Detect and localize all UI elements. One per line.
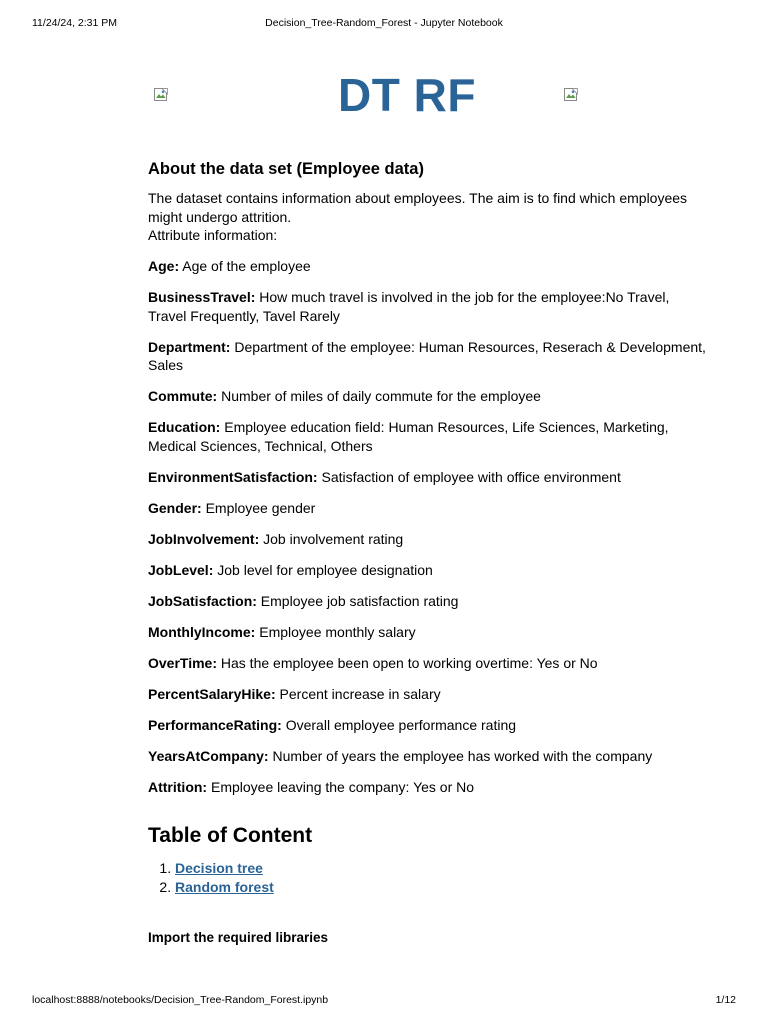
attribute-item (148, 716, 708, 735)
attribute-description: Percent increase in salary (279, 685, 441, 702)
attribute-item (148, 418, 708, 455)
attribute-name: OverTime: (148, 654, 217, 671)
attribute-list (148, 257, 708, 796)
toc-link-random-forest[interactable]: Random forest (175, 878, 274, 895)
toc-link-decision-tree[interactable]: Decision tree (175, 860, 263, 876)
dataset-intro-text: The dataset contains information about employees. The aim is to find which employees might undergo attrition. (148, 190, 688, 225)
attribute-description: Number of years the employee has worked with the company (272, 747, 653, 764)
attribute-name: YearsAtCompany: (148, 747, 269, 764)
attribute-name: Gender: (148, 499, 202, 516)
attribute-description: Department of the employee: Human Resources, Reserach & Development, Sales (148, 338, 706, 373)
banner (148, 70, 708, 130)
attribute-name: JobInvolvement: (148, 530, 260, 547)
attribute-name: MonthlyIncome: (148, 623, 256, 640)
attribute-item (148, 387, 708, 406)
attribute-item (148, 561, 708, 580)
attribute-name: PercentSalaryHike: (148, 685, 276, 702)
page-number: 1/12 (715, 994, 736, 1006)
print-header (32, 17, 736, 31)
attribute-name: BusinessTravel: (148, 289, 256, 305)
print-datetime: 11/24/24, 2:31 PM (32, 17, 118, 29)
attribute-item (148, 288, 708, 325)
attribute-item (148, 338, 708, 375)
attribute-name: Department: (148, 338, 231, 355)
attribute-item (148, 592, 708, 611)
attribute-item (148, 499, 708, 518)
attribute-item (148, 654, 708, 673)
attribute-description: Has the employee been open to working overtime: Yes or No (220, 654, 598, 671)
import-libraries-heading: Import the required libraries (148, 930, 329, 945)
attribute-item (148, 778, 708, 797)
broken-image-icon (154, 88, 168, 102)
attribute-info-label: Attribute information: (148, 227, 278, 243)
attribute-description: Job level for employee designation (217, 561, 433, 578)
attribute-description: Job involvement rating (263, 530, 404, 547)
attribute-description: Employee education field: Human Resources, Life Sciences, Marketing, Medical Sciences, Technical, Others (148, 419, 669, 454)
print-document-title: Decision_Tree-Random_Forest - Jupyter Notebook (265, 17, 503, 29)
table-of-content-heading: Table of Content (148, 824, 313, 847)
toc-item-random-forest (175, 878, 708, 897)
attribute-name: PerformanceRating: (148, 716, 282, 733)
attribute-name: JobLevel: (148, 561, 214, 578)
print-footer (32, 994, 736, 1008)
attribute-description: Overall employee performance rating (285, 716, 517, 733)
attribute-description: Number of miles of daily commute for the employee (221, 388, 541, 404)
toc-item-decision-tree (175, 859, 708, 878)
table-of-content-list (148, 859, 708, 896)
attribute-name: EnvironmentSatisfaction: (148, 468, 318, 485)
attribute-item (148, 685, 708, 704)
attribute-name: Age: (148, 258, 180, 274)
attribute-name: Education: (148, 419, 221, 435)
attribute-name: JobSatisfaction: (148, 592, 257, 609)
attribute-name: Commute: (148, 388, 218, 404)
attribute-description: How much travel is involved in the job for the employee:No Travel, Travel Frequently, Tavel Rarely (148, 289, 670, 324)
dataset-intro (148, 189, 708, 245)
attribute-item (148, 623, 708, 642)
broken-image-icon (564, 88, 578, 102)
attribute-description: Satisfaction of employee with office environment (321, 468, 621, 485)
attribute-item (148, 530, 708, 549)
print-url: localhost:8888/notebooks/Decision_Tree-Random_Forest.ipynb (32, 994, 329, 1006)
notebook-content (148, 70, 708, 947)
attribute-description: Employee leaving the company: Yes or No (210, 778, 475, 795)
attribute-item (148, 747, 708, 766)
attribute-description: Employee monthly salary (259, 623, 416, 640)
attribute-description: Employee gender (205, 499, 316, 516)
about-dataset-heading: About the data set (Employee data) (148, 160, 424, 178)
attribute-name: Attrition: (148, 778, 208, 795)
attribute-item (148, 257, 708, 276)
attribute-description: Employee job satisfaction rating (260, 592, 459, 609)
attribute-description: Age of the employee (182, 258, 311, 274)
banner-title: DT RF (338, 69, 476, 121)
attribute-item (148, 468, 708, 487)
